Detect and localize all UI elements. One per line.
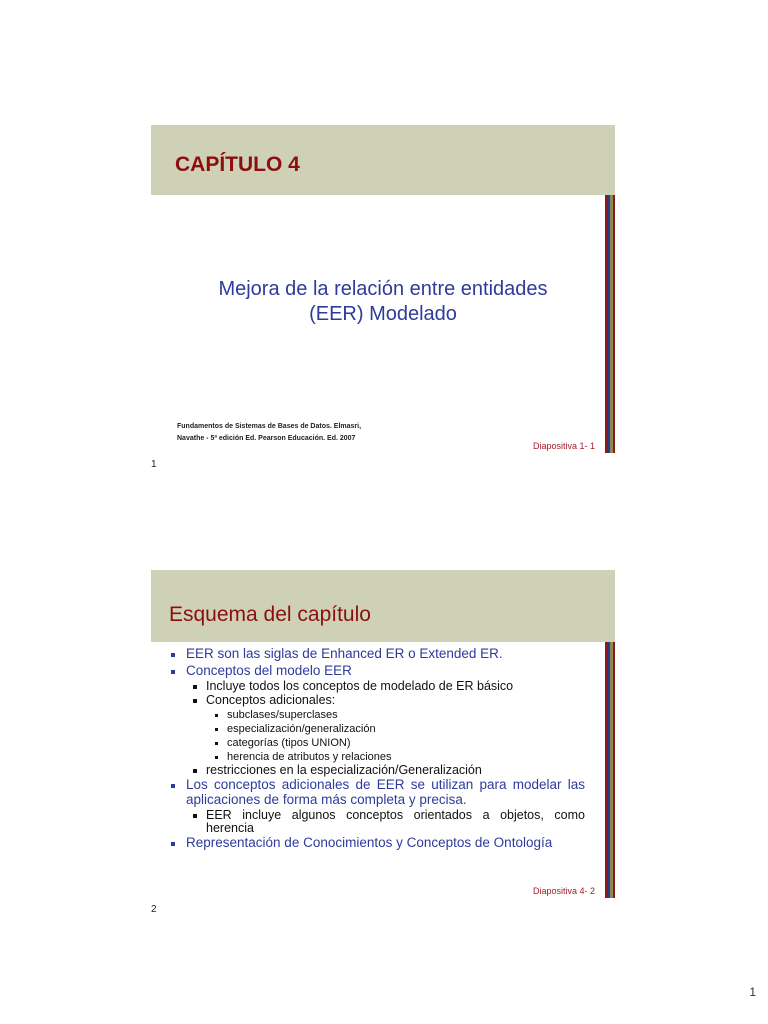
reference-line-2: Navathe - 5ª edición Ed. Pearson Educación. Ed. 2007: [177, 435, 356, 442]
main-title-line-2: (EER) Modelado: [309, 303, 457, 325]
outline-item: Representación de Conocimientos y Conceptos de Ontología: [169, 836, 585, 851]
slide-1-header-band: [151, 125, 615, 195]
reference-line-1: Fundamentos de Sistemas de Bases de Datos. Elmasri,: [177, 423, 362, 430]
slide-2: [151, 570, 615, 898]
outline-item: EER son las siglas de Enhanced ER o Extended ER.: [169, 647, 585, 662]
chapter-title: CAPÍTULO 4: [175, 153, 300, 176]
outline-subitem: restricciones en la especialización/Generalización: [169, 764, 585, 777]
slide-1-side-stripes: [605, 195, 615, 453]
outline-subsubitem: especialización/generalización: [169, 722, 585, 736]
slide-2-side-stripes: [605, 642, 615, 898]
page-number: 1: [749, 985, 756, 999]
outline-subsubitem: subclases/superclases: [169, 708, 585, 722]
bullet-icon: [215, 742, 218, 745]
slide-1-main-title: [171, 277, 595, 327]
outline-subitem: EER incluye algunos conceptos orientados a objetos, como herencia: [169, 809, 585, 835]
bullet-icon: [193, 769, 197, 773]
outline-subsubitem: categorías (tipos UNION): [169, 736, 585, 750]
slide-2-number: Diapositiva 4- 2: [532, 886, 595, 896]
bullet-icon: [215, 756, 218, 759]
slide-2-page-label: 2: [151, 904, 157, 915]
slide-1-number: Diapositiva 1- 1: [532, 441, 595, 451]
outline-title: Esquema del capítulo: [169, 603, 371, 626]
outline-subitem: Incluye todos los conceptos de modelado de ER básico: [169, 680, 585, 693]
outline-subsubitem: herencia de atributos y relaciones: [169, 750, 585, 764]
outline-item: Los conceptos adicionales de EER se utilizan para modelar las aplicaciones de forma más completa y precisa.: [169, 778, 585, 807]
book-reference: [177, 421, 417, 445]
bullet-icon: [171, 670, 175, 674]
bullet-icon: [193, 699, 197, 703]
bullet-icon: [193, 814, 197, 818]
bullet-icon: [215, 728, 218, 731]
slide-1-page-label: 1: [151, 459, 157, 470]
bullet-icon: [215, 714, 218, 717]
slide-1: [151, 125, 615, 453]
outline-subitem: Conceptos adicionales:: [169, 694, 585, 707]
bullet-icon: [171, 653, 175, 657]
slide-2-header-band: [151, 570, 615, 642]
bullet-icon: [193, 685, 197, 689]
chapter-outline: [169, 647, 585, 853]
bullet-icon: [171, 784, 175, 788]
main-title-line-1: Mejora de la relación entre entidades: [218, 278, 548, 300]
bullet-icon: [171, 842, 175, 846]
outline-item: Conceptos del modelo EER: [169, 664, 585, 679]
